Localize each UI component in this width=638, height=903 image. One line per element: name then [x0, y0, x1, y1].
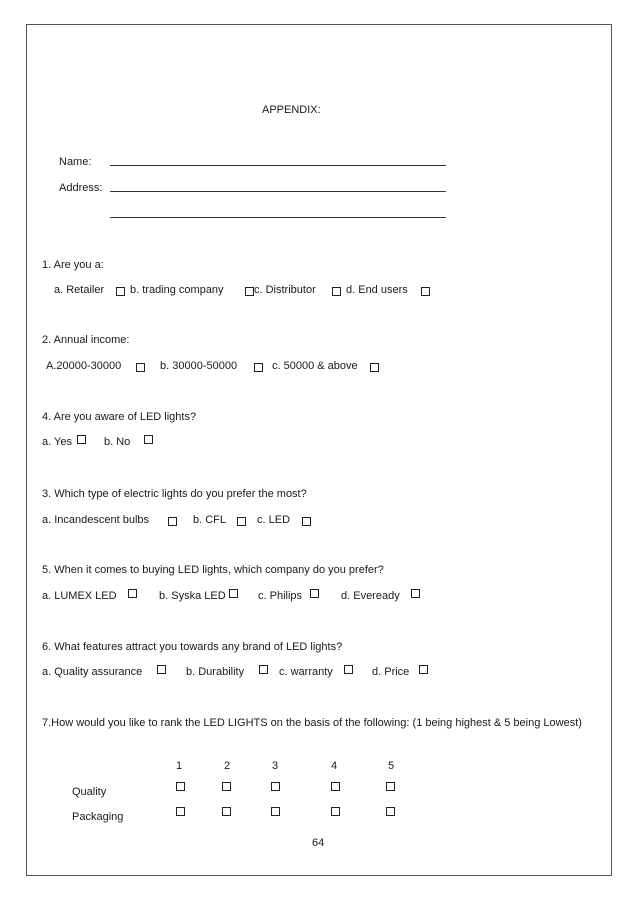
rank-header-2: 2 [224, 760, 231, 772]
question-3: 3. Which type of electric lights do you prefer the most? [42, 488, 307, 500]
q6-option-a: a. Quality assurance [42, 666, 143, 678]
q5-option-c: c. Philips [258, 590, 303, 602]
packaging-rank-4-checkbox[interactable] [331, 807, 340, 816]
address-label: Address: [59, 182, 103, 194]
q5-option-b: b. Syska LED [159, 590, 226, 602]
question-7: 7.How would you like to rank the LED LIGHTS on the basis of the following: (1 being highest & 5 being Lowest) [42, 717, 582, 729]
q2-checkbox-b[interactable] [254, 363, 263, 372]
q5-option-a: a. LUMEX LED [42, 590, 117, 602]
address-field-line-2[interactable] [110, 217, 446, 218]
quality-rank-4-checkbox[interactable] [331, 782, 340, 791]
question-6: 6. What features attract you towards any brand of LED lights? [42, 641, 343, 653]
q6-option-d: d. Price [372, 666, 410, 678]
q3-option-a: a. Incandescent bulbs [42, 514, 150, 526]
q1-option-c: c. Distributor [254, 284, 316, 296]
q4-checkbox-b[interactable] [144, 435, 153, 444]
name-field[interactable] [110, 165, 446, 166]
q1-checkbox-b[interactable] [245, 287, 254, 296]
page-border [26, 24, 612, 876]
address-field-line-1[interactable] [110, 191, 446, 192]
question-4: 4. Are you aware of LED lights? [42, 411, 197, 423]
q6-checkbox-a[interactable] [157, 665, 166, 674]
q3-checkbox-b[interactable] [237, 517, 246, 526]
question-5: 5. When it comes to buying LED lights, which company do you prefer? [42, 564, 384, 576]
q2-option-c: c. 50000 & above [272, 360, 358, 372]
q5-checkbox-a[interactable] [128, 589, 137, 598]
name-label: Name: [59, 156, 92, 168]
packaging-rank-5-checkbox[interactable] [386, 807, 395, 816]
q3-checkbox-a[interactable] [168, 517, 177, 526]
question-2: 2. Annual income: [42, 334, 130, 346]
q1-option-b: b. trading company [130, 284, 224, 296]
rank-row-quality-label: Quality [72, 786, 107, 798]
rank-header-4: 4 [331, 760, 338, 772]
quality-rank-2-checkbox[interactable] [222, 782, 231, 791]
q1-checkbox-a[interactable] [116, 287, 125, 296]
q6-checkbox-b[interactable] [259, 665, 268, 674]
quality-rank-5-checkbox[interactable] [386, 782, 395, 791]
packaging-rank-3-checkbox[interactable] [271, 807, 280, 816]
q3-checkbox-c[interactable] [302, 517, 311, 526]
q6-checkbox-d[interactable] [419, 665, 428, 674]
quality-rank-3-checkbox[interactable] [271, 782, 280, 791]
rank-header-5: 5 [388, 760, 395, 772]
rank-header-1: 1 [176, 760, 183, 772]
question-1: 1. Are you a: [42, 259, 104, 271]
q6-checkbox-c[interactable] [344, 665, 353, 674]
rank-row-packaging-label: Packaging [72, 811, 124, 823]
q1-checkbox-c[interactable] [332, 287, 341, 296]
q3-option-b: b. CFL [193, 514, 227, 526]
q4-option-a: a. Yes [42, 436, 72, 448]
rank-header-3: 3 [272, 760, 279, 772]
q1-checkbox-d[interactable] [421, 287, 430, 296]
q1-option-d: d. End users [346, 284, 408, 296]
packaging-rank-1-checkbox[interactable] [176, 807, 185, 816]
q5-checkbox-d[interactable] [411, 589, 420, 598]
page-number: 64 [312, 837, 325, 849]
q4-checkbox-a[interactable] [77, 435, 86, 444]
q5-checkbox-c[interactable] [310, 589, 319, 598]
q2-checkbox-a[interactable] [136, 363, 145, 372]
q6-option-b: b. Durability [186, 666, 245, 678]
q6-option-c: c. warranty [279, 666, 333, 678]
q5-checkbox-b[interactable] [229, 589, 238, 598]
packaging-rank-2-checkbox[interactable] [222, 807, 231, 816]
q2-option-b: b. 30000-50000 [160, 360, 238, 372]
q2-option-a: A.20000-30000 [46, 360, 122, 372]
q2-checkbox-c[interactable] [370, 363, 379, 372]
q5-option-d: d. Eveready [341, 590, 400, 602]
q3-option-c: c. LED [257, 514, 291, 526]
q4-option-b: b. No [104, 436, 131, 448]
page-title: APPENDIX: [262, 104, 321, 116]
quality-rank-1-checkbox[interactable] [176, 782, 185, 791]
q1-option-a: a. Retailer [54, 284, 105, 296]
